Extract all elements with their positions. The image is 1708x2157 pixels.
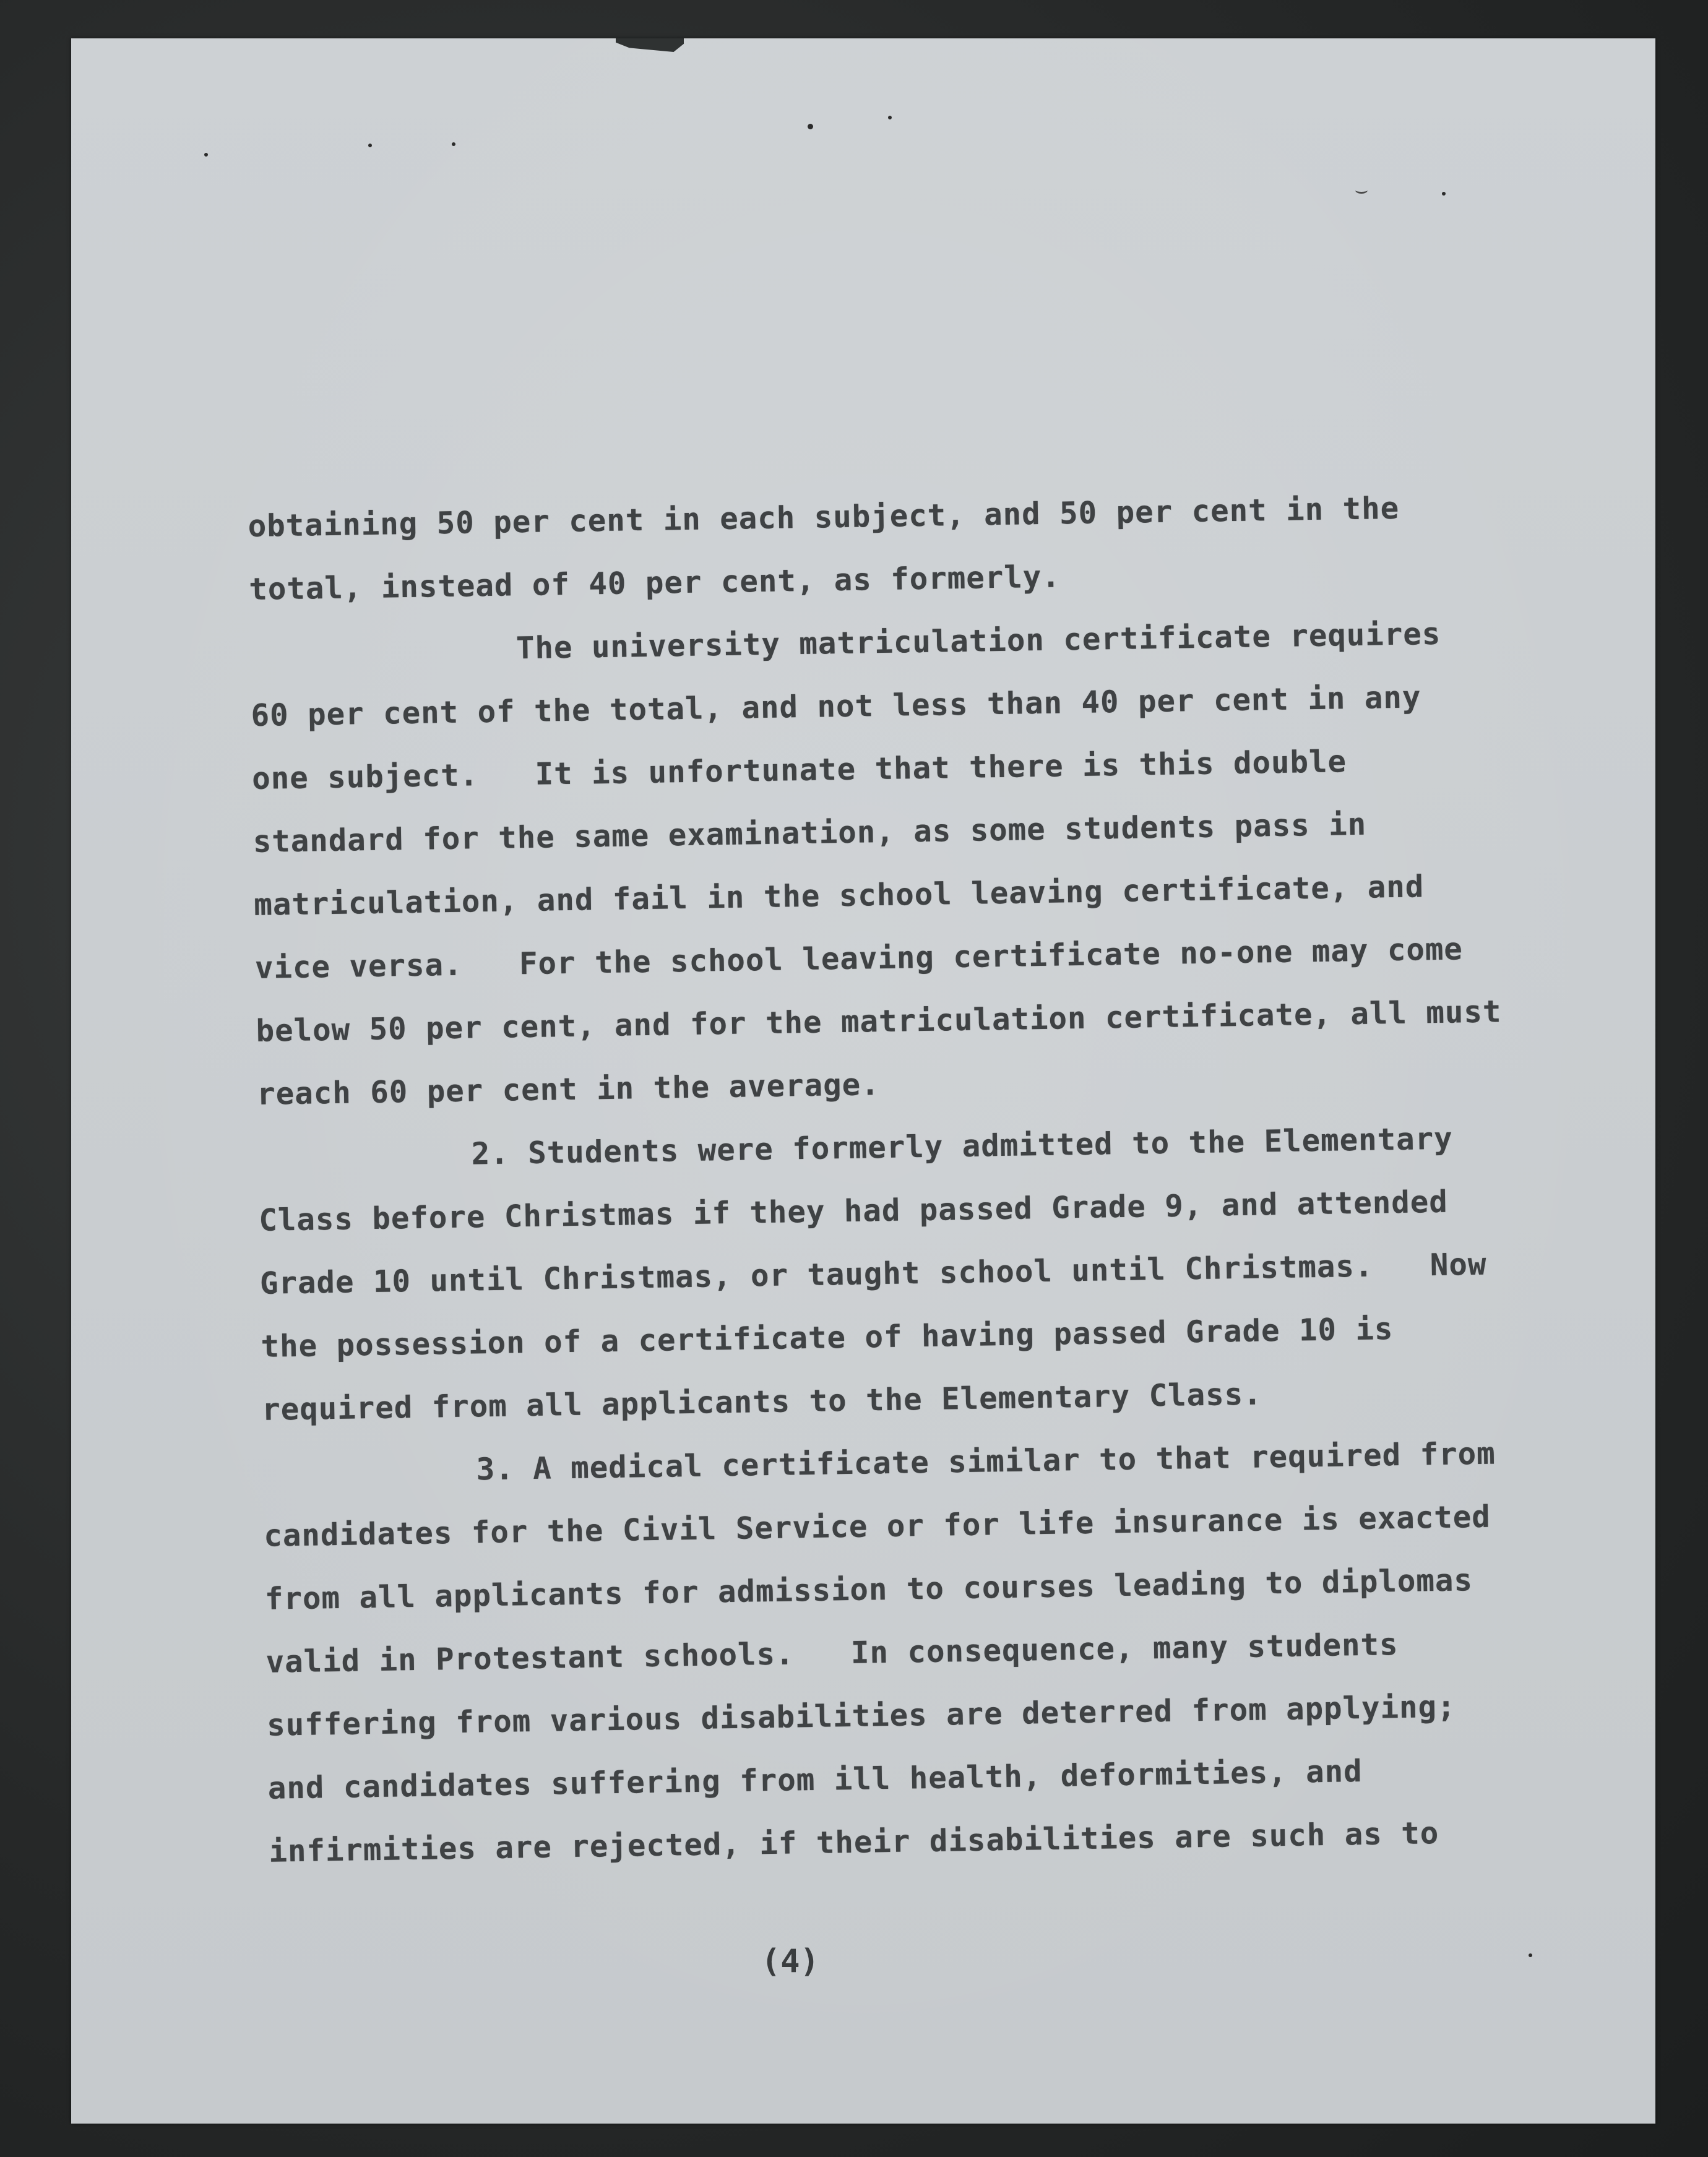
text-line: vice versa. For the school leaving certificate no-one may come bbox=[254, 931, 1464, 986]
ink-speck bbox=[888, 116, 892, 119]
page-number: (4) bbox=[761, 1943, 819, 1980]
text-line: suffering from various disabilities are deterred from applying; bbox=[266, 1689, 1456, 1743]
text-line: infirmities are rejected, if their disabilities are such as to bbox=[268, 1815, 1439, 1869]
text-line: Class before Christmas if they had passed Grade 9, and attended bbox=[258, 1184, 1449, 1238]
ink-speck bbox=[368, 144, 372, 147]
typed-body-text bbox=[248, 475, 1569, 1884]
text-line: candidates for the Civil Service or for life insurance is exacted bbox=[263, 1499, 1491, 1554]
ink-speck bbox=[452, 142, 455, 146]
text-line: one subject. It is unfortunate that there is this double bbox=[251, 744, 1347, 796]
ink-speck bbox=[808, 124, 813, 129]
text-line: valid in Protestant schools. In consequence, many students bbox=[265, 1627, 1399, 1680]
torn-edge bbox=[616, 38, 684, 52]
ink-speck bbox=[1355, 187, 1368, 194]
text-line: 60 per cent of the total, and not less than 40 per cent in any bbox=[251, 679, 1421, 733]
text-line: The university matriculation certificate requires bbox=[515, 616, 1441, 666]
text-line: below 50 per cent, and for the matriculation certificate, all must bbox=[256, 994, 1502, 1049]
text-line: standard for the same examination, as some students pass in bbox=[252, 806, 1367, 859]
text-line: 3. A medical certificate similar to that required from bbox=[476, 1436, 1496, 1488]
text-line: the possession of a certificate of having passed Grade 10 is bbox=[261, 1311, 1394, 1364]
ink-speck bbox=[1442, 192, 1446, 196]
text-line: required from all applicants to the Elementary Class. bbox=[261, 1376, 1263, 1427]
text-line: matriculation, and fail in the school leaving certificate, and bbox=[253, 869, 1425, 923]
text-line: 2. Students were formerly admitted to the Elementary bbox=[471, 1121, 1454, 1172]
text-line: from all applicants for admission to courses leading to diplomas bbox=[264, 1562, 1473, 1617]
ink-speck bbox=[1529, 1953, 1532, 1957]
text-line: total, instead of 40 per cent, as formerly. bbox=[248, 559, 1061, 607]
text-line: obtaining 50 per cent in each subject, and 50 per cent in the bbox=[248, 490, 1400, 544]
text-line: and candidates suffering from ill health, deformities, and bbox=[267, 1753, 1363, 1806]
text-line: reach 60 per cent in the average. bbox=[256, 1067, 881, 1112]
text-line: Grade 10 until Christmas, or taught school until Christmas. Now bbox=[259, 1246, 1487, 1301]
ink-speck bbox=[204, 153, 208, 157]
